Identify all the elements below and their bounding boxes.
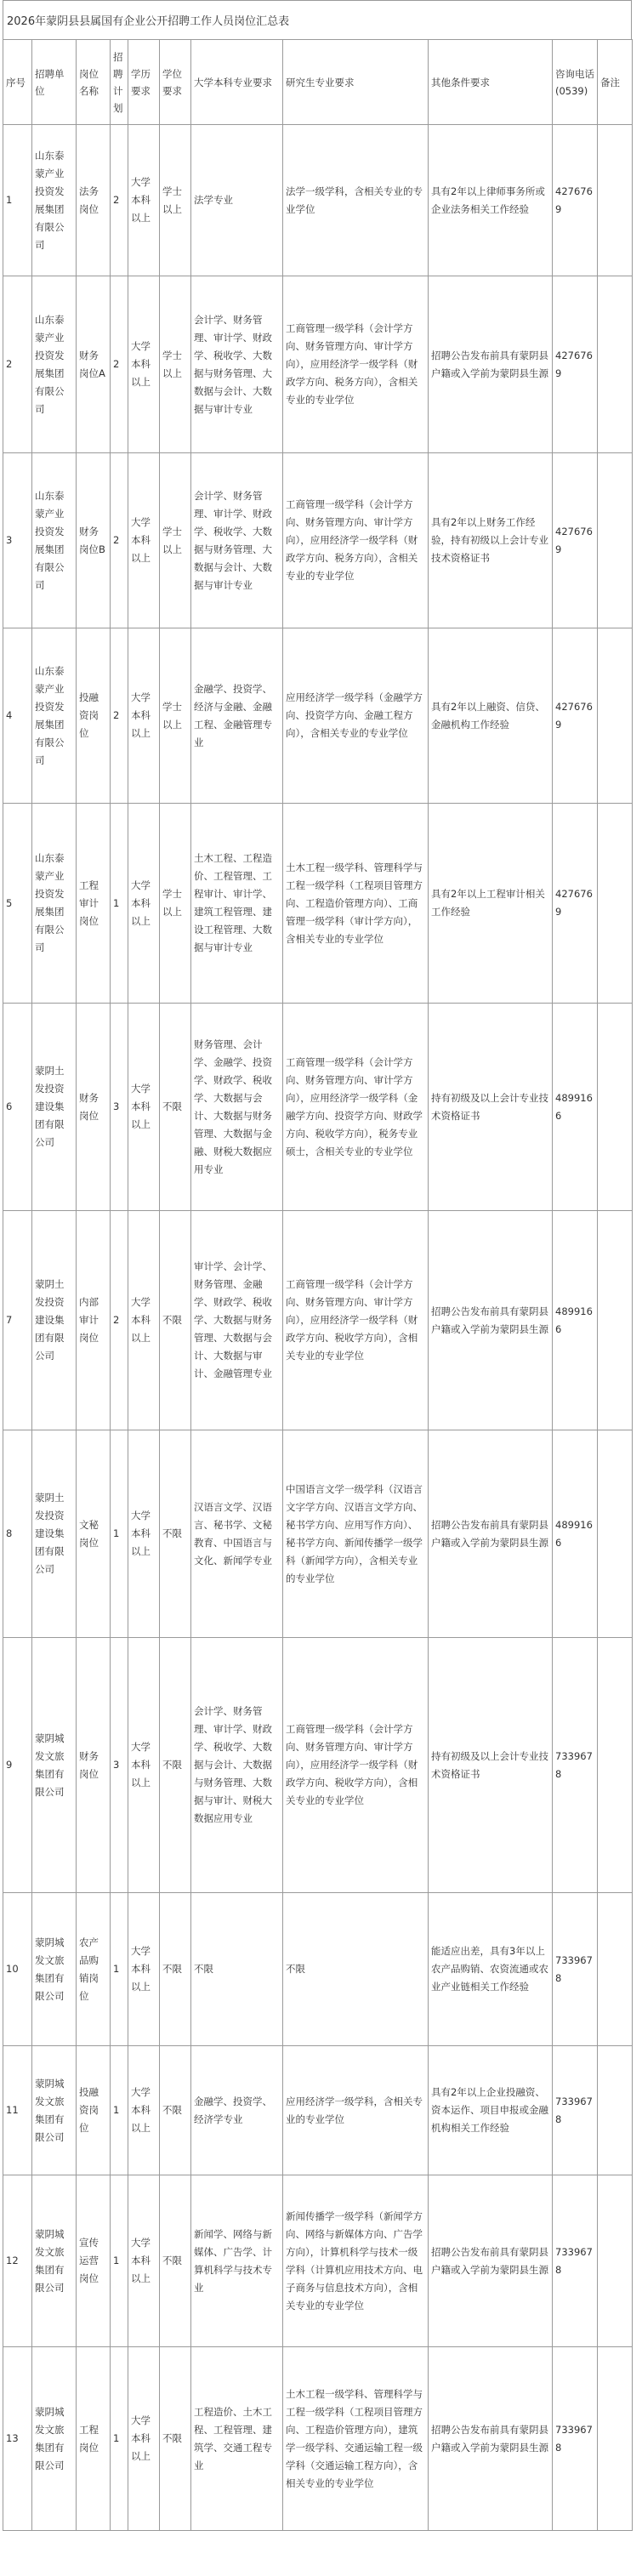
degree-req-cell: 学士以上 [160, 276, 191, 453]
row-number-cell: 2 [3, 276, 32, 453]
post-name-cell: 工程岗位 [77, 2347, 111, 2531]
table-row [3, 1004, 633, 1211]
consult-phone-cell: 4899166 [553, 1211, 598, 1430]
recruiting-unit-cell: 蒙阴土发投资建设集团有限公司 [32, 1430, 77, 1638]
other-req-cell: 招聘公告发布前具有蒙阴县户籍或入学前为蒙阴县生源 [429, 1430, 553, 1638]
education-req-cell: 大学本科以上 [128, 1004, 160, 1211]
grad-major-req-cell: 土木工程一级学科、管理科学与工程一级学科（工程项目管理方向、工程造价管理方向）、工商管理一级学科（审计学方向），含相关专业的专业学位 [283, 804, 429, 1004]
remark-cell [598, 628, 633, 804]
grad-major-req-cell: 工商管理一级学科（会计学方向、财务管理方向、审计学方向），应用经济学一级学科（财政学方向、税收学方向），含相关专业的专业学位 [283, 1638, 429, 1893]
grad-major-req-cell: 新闻传播学一级学科（新闻学方向、网络与新媒体方向、广告学方向），计算机科学与技术一级学科（计算机应用技术方向、电子商务与信息技术方向），含相关专业的专业学位 [283, 2175, 429, 2347]
undergrad-major-req-cell: 会计学、财务管理、审计学、财政学、税收学、大数据与会计、大数据与财务管理、大数据与审计、财税大数据应用专业 [191, 1638, 283, 1893]
remark-cell [598, 1211, 633, 1430]
plan-count-cell: 2 [111, 453, 128, 628]
other-req-cell: 具有2年以上财务工作经验，持有初级以上会计专业技术资格证书 [429, 453, 553, 628]
header-post: 岗位名称 [77, 40, 111, 125]
grad-major-req-cell: 工商管理一级学科（会计学方向、财务管理方向、审计学方向），应用经济学一级学科（财政学方向、税务方向），含相关专业的专业学位 [283, 276, 429, 453]
education-req-cell: 大学本科以上 [128, 1893, 160, 2046]
header-other: 其他条件要求 [429, 40, 553, 125]
header-degree: 学位要求 [160, 40, 191, 125]
header-no: 序号 [3, 40, 32, 125]
consult-phone-cell: 7339678 [553, 1893, 598, 2046]
consult-phone-cell: 7339678 [553, 2046, 598, 2175]
recruiting-unit-cell: 蒙阴城发文旅集团有限公司 [32, 1638, 77, 1893]
row-number-cell: 4 [3, 628, 32, 804]
degree-req-cell: 不限 [160, 1893, 191, 2046]
degree-req-cell: 不限 [160, 1430, 191, 1638]
remark-cell [598, 453, 633, 628]
undergrad-major-req-cell: 法学专业 [191, 125, 283, 276]
table-row [3, 1211, 633, 1430]
undergrad-major-req-cell: 会计学、财务管理、审计学、财政学、税收学、大数据与财务管理、大数据与会计、大数据与审计专业 [191, 453, 283, 628]
recruiting-unit-cell: 山东泰蒙产业投资发展集团有限公司 [32, 804, 77, 1004]
post-name-cell: 投融资岗位 [77, 628, 111, 804]
grad-major-req-cell: 工商管理一级学科（会计学方向、财务管理方向、审计学方向），应用经济学一级学科（财政学方向、税收学方向），含相关专业的专业学位 [283, 1211, 429, 1430]
remark-cell [598, 2347, 633, 2531]
grad-major-req-cell: 工商管理一级学科（会计学方向、财务管理方向、审计学方向），应用经济学一级学科（财政学方向、税务方向），含相关专业的专业学位 [283, 453, 429, 628]
remark-cell [598, 2046, 633, 2175]
post-name-cell: 文秘岗位 [77, 1430, 111, 1638]
degree-req-cell: 不限 [160, 1004, 191, 1211]
plan-count-cell: 1 [111, 2046, 128, 2175]
header-unit: 招聘单位 [32, 40, 77, 125]
grad-major-req-cell: 土木工程一级学科、管理科学与工程一级学科（工程项目管理方向、工程造价管理方向），建筑学一级学科、交通运输工程一级学科（交通运输工程方向），含相关专业的专业学位 [283, 2347, 429, 2531]
education-req-cell: 大学本科以上 [128, 2347, 160, 2531]
degree-req-cell: 学士以上 [160, 453, 191, 628]
plan-count-cell: 1 [111, 2175, 128, 2347]
remark-cell [598, 125, 633, 276]
table-row [3, 1893, 633, 2046]
undergrad-major-req-cell: 工程造价、土木工程、工程管理、建筑学、交通工程专业 [191, 2347, 283, 2531]
grad-major-req-cell: 应用经济学一级学科，含相关专业的专业学位 [283, 2046, 429, 2175]
row-number-cell: 11 [3, 2046, 32, 2175]
education-req-cell: 大学本科以上 [128, 804, 160, 1004]
positions-table [3, 39, 633, 2531]
education-req-cell: 大学本科以上 [128, 453, 160, 628]
education-req-cell: 大学本科以上 [128, 1211, 160, 1430]
remark-cell [598, 2175, 633, 2347]
degree-req-cell: 学士以上 [160, 804, 191, 1004]
education-req-cell: 大学本科以上 [128, 125, 160, 276]
header-grad-major: 研究生专业要求 [283, 40, 429, 125]
plan-count-cell: 2 [111, 125, 128, 276]
education-req-cell: 大学本科以上 [128, 628, 160, 804]
other-req-cell: 持有初级及以上会计专业技术资格证书 [429, 1638, 553, 1893]
recruiting-unit-cell: 蒙阴城发文旅集团有限公司 [32, 2046, 77, 2175]
education-req-cell: 大学本科以上 [128, 1638, 160, 1893]
remark-cell [598, 1004, 633, 1211]
post-name-cell: 内部审计岗位 [77, 1211, 111, 1430]
table-row [3, 628, 633, 804]
header-phone: 咨询电话(0539) [553, 40, 598, 125]
other-req-cell: 招聘公告发布前具有蒙阴县户籍或入学前为蒙阴县生源 [429, 1211, 553, 1430]
table-row [3, 1638, 633, 1893]
plan-count-cell: 1 [111, 804, 128, 1004]
recruiting-unit-cell: 山东泰蒙产业投资发展集团有限公司 [32, 628, 77, 804]
post-name-cell: 财务岗位 [77, 1638, 111, 1893]
recruiting-unit-cell: 蒙阴城发文旅集团有限公司 [32, 2347, 77, 2531]
other-req-cell: 具有2年以上融资、信贷、金融机构工作经验 [429, 628, 553, 804]
degree-req-cell: 不限 [160, 2347, 191, 2531]
row-number-cell: 8 [3, 1430, 32, 1638]
plan-count-cell: 2 [111, 628, 128, 804]
consult-phone-cell: 4276769 [553, 628, 598, 804]
degree-req-cell: 不限 [160, 2175, 191, 2347]
header-plan: 招聘计划 [111, 40, 128, 125]
other-req-cell: 具有2年以上工程审计相关工作经验 [429, 804, 553, 1004]
remark-cell [598, 1430, 633, 1638]
consult-phone-cell: 4276769 [553, 276, 598, 453]
undergrad-major-req-cell: 财务管理、会计学、金融学、投资学、财政学、税收学、大数据与会计、大数据与财务管理、大数据与金融、财税大数据应用专业 [191, 1004, 283, 1211]
education-req-cell: 大学本科以上 [128, 2175, 160, 2347]
row-number-cell: 13 [3, 2347, 32, 2531]
other-req-cell: 具有2年以上律师事务所或企业法务相关工作经验 [429, 125, 553, 276]
degree-req-cell: 不限 [160, 1638, 191, 1893]
header-row [3, 40, 633, 125]
post-name-cell: 投融资岗位 [77, 2046, 111, 2175]
undergrad-major-req-cell: 汉语言文学、汉语言、秘书学、文秘教育、中国语言与文化、新闻学专业 [191, 1430, 283, 1638]
row-number-cell: 1 [3, 125, 32, 276]
consult-phone-cell: 4276769 [553, 453, 598, 628]
grad-major-req-cell: 不限 [283, 1893, 429, 2046]
consult-phone-cell: 4899166 [553, 1004, 598, 1211]
post-name-cell: 农产品购销岗位 [77, 1893, 111, 2046]
plan-count-cell: 1 [111, 1893, 128, 2046]
remark-cell [598, 804, 633, 1004]
consult-phone-cell: 7339678 [553, 2175, 598, 2347]
degree-req-cell: 不限 [160, 1211, 191, 1430]
undergrad-major-req-cell: 会计学、财务管理、审计学、财政学、税收学、大数据与财务管理、大数据与会计、大数据与审计专业 [191, 276, 283, 453]
other-req-cell: 招聘公告发布前具有蒙阴县户籍或入学前为蒙阴县生源 [429, 2347, 553, 2531]
education-req-cell: 大学本科以上 [128, 276, 160, 453]
undergrad-major-req-cell: 新闻学、网络与新媒体、广告学、计算机科学与技术专业 [191, 2175, 283, 2347]
education-req-cell: 大学本科以上 [128, 2046, 160, 2175]
post-name-cell: 宣传运营岗位 [77, 2175, 111, 2347]
table-row [3, 1430, 633, 1638]
remark-cell [598, 276, 633, 453]
post-name-cell: 法务岗位 [77, 125, 111, 276]
plan-count-cell: 3 [111, 1004, 128, 1211]
other-req-cell: 具有2年以上企业投融资、资本运作、项目申报或金融机构相关工作经验 [429, 2046, 553, 2175]
other-req-cell: 能适应出差，具有3年以上农产品购销、农资流通或农业产业链相关工作经验 [429, 1893, 553, 2046]
table-row [3, 2347, 633, 2531]
other-req-cell: 招聘公告发布前具有蒙阴县户籍或入学前为蒙阴县生源 [429, 276, 553, 453]
table-row [3, 125, 633, 276]
recruiting-unit-cell: 山东泰蒙产业投资发展集团有限公司 [32, 276, 77, 453]
consult-phone-cell: 4276769 [553, 804, 598, 1004]
recruitment-table-container [3, 0, 632, 2531]
header-edu: 学历要求 [128, 40, 160, 125]
remark-cell [598, 1893, 633, 2046]
undergrad-major-req-cell: 不限 [191, 1893, 283, 2046]
degree-req-cell: 学士以上 [160, 628, 191, 804]
table-row [3, 453, 633, 628]
other-req-cell: 招聘公告发布前具有蒙阴县户籍或入学前为蒙阴县生源 [429, 2175, 553, 2347]
undergrad-major-req-cell: 金融学、投资学、经济与金融、金融工程、金融管理专业 [191, 628, 283, 804]
plan-count-cell: 1 [111, 2347, 128, 2531]
post-name-cell: 工程审计岗位 [77, 804, 111, 1004]
consult-phone-cell: 7339678 [553, 1638, 598, 1893]
plan-count-cell: 2 [111, 1211, 128, 1430]
grad-major-req-cell: 工商管理一级学科（会计学方向、财务管理方向、审计学方向），应用经济学一级学科（金融学方向、投资学方向、财政学方向、税收学方向），税务专业硕士，含相关专业的专业学位 [283, 1004, 429, 1211]
row-number-cell: 3 [3, 453, 32, 628]
plan-count-cell: 1 [111, 1430, 128, 1638]
remark-cell [598, 1638, 633, 1893]
undergrad-major-req-cell: 审计学、会计学、财务管理、金融学、财政学、税收学、大数据与财务管理、大数据与会计、大数据与审计、金融管理专业 [191, 1211, 283, 1430]
other-req-cell: 持有初级及以上会计专业技术资格证书 [429, 1004, 553, 1211]
recruiting-unit-cell: 蒙阴土发投资建设集团有限公司 [32, 1211, 77, 1430]
table-row [3, 804, 633, 1004]
undergrad-major-req-cell: 金融学、投资学、经济学专业 [191, 2046, 283, 2175]
recruiting-unit-cell: 蒙阴城发文旅集团有限公司 [32, 1893, 77, 2046]
recruiting-unit-cell: 蒙阴城发文旅集团有限公司 [32, 2175, 77, 2347]
recruiting-unit-cell: 山东泰蒙产业投资发展集团有限公司 [32, 453, 77, 628]
row-number-cell: 9 [3, 1638, 32, 1893]
table-title: 2026年蒙阴县县属国有企业公开招聘工作人员岗位汇总表 [3, 0, 632, 39]
header-undergrad-major: 大学本科专业要求 [191, 40, 283, 125]
header-note: 备注 [598, 40, 633, 125]
grad-major-req-cell: 应用经济学一级学科（金融学方向、投资学方向、金融工程方向），含相关专业的专业学位 [283, 628, 429, 804]
degree-req-cell: 学士以上 [160, 125, 191, 276]
consult-phone-cell: 7339678 [553, 2347, 598, 2531]
table-row [3, 2175, 633, 2347]
recruiting-unit-cell: 蒙阴土发投资建设集团有限公司 [32, 1004, 77, 1211]
education-req-cell: 大学本科以上 [128, 1430, 160, 1638]
table-row [3, 276, 633, 453]
plan-count-cell: 2 [111, 276, 128, 453]
consult-phone-cell: 4276769 [553, 125, 598, 276]
plan-count-cell: 3 [111, 1638, 128, 1893]
row-number-cell: 10 [3, 1893, 32, 2046]
row-number-cell: 12 [3, 2175, 32, 2347]
consult-phone-cell: 4899166 [553, 1430, 598, 1638]
grad-major-req-cell: 法学一级学科，含相关专业的专业学位 [283, 125, 429, 276]
post-name-cell: 财务岗位B [77, 453, 111, 628]
undergrad-major-req-cell: 土木工程、工程造价、工程管理、工程审计、审计学、建筑工程管理、建设工程管理、大数据与审计专业 [191, 804, 283, 1004]
row-number-cell: 7 [3, 1211, 32, 1430]
row-number-cell: 5 [3, 804, 32, 1004]
degree-req-cell: 不限 [160, 2046, 191, 2175]
row-number-cell: 6 [3, 1004, 32, 1211]
post-name-cell: 财务岗位 [77, 1004, 111, 1211]
table-row [3, 2046, 633, 2175]
grad-major-req-cell: 中国语言文学一级学科（汉语言文字学方向、汉语言文学方向、秘书学方向、应用写作方向）、秘书学方向、新闻传播学一级学科（新闻学方向），含相关专业的专业学位 [283, 1430, 429, 1638]
recruiting-unit-cell: 山东泰蒙产业投资发展集团有限公司 [32, 125, 77, 276]
post-name-cell: 财务岗位A [77, 276, 111, 453]
